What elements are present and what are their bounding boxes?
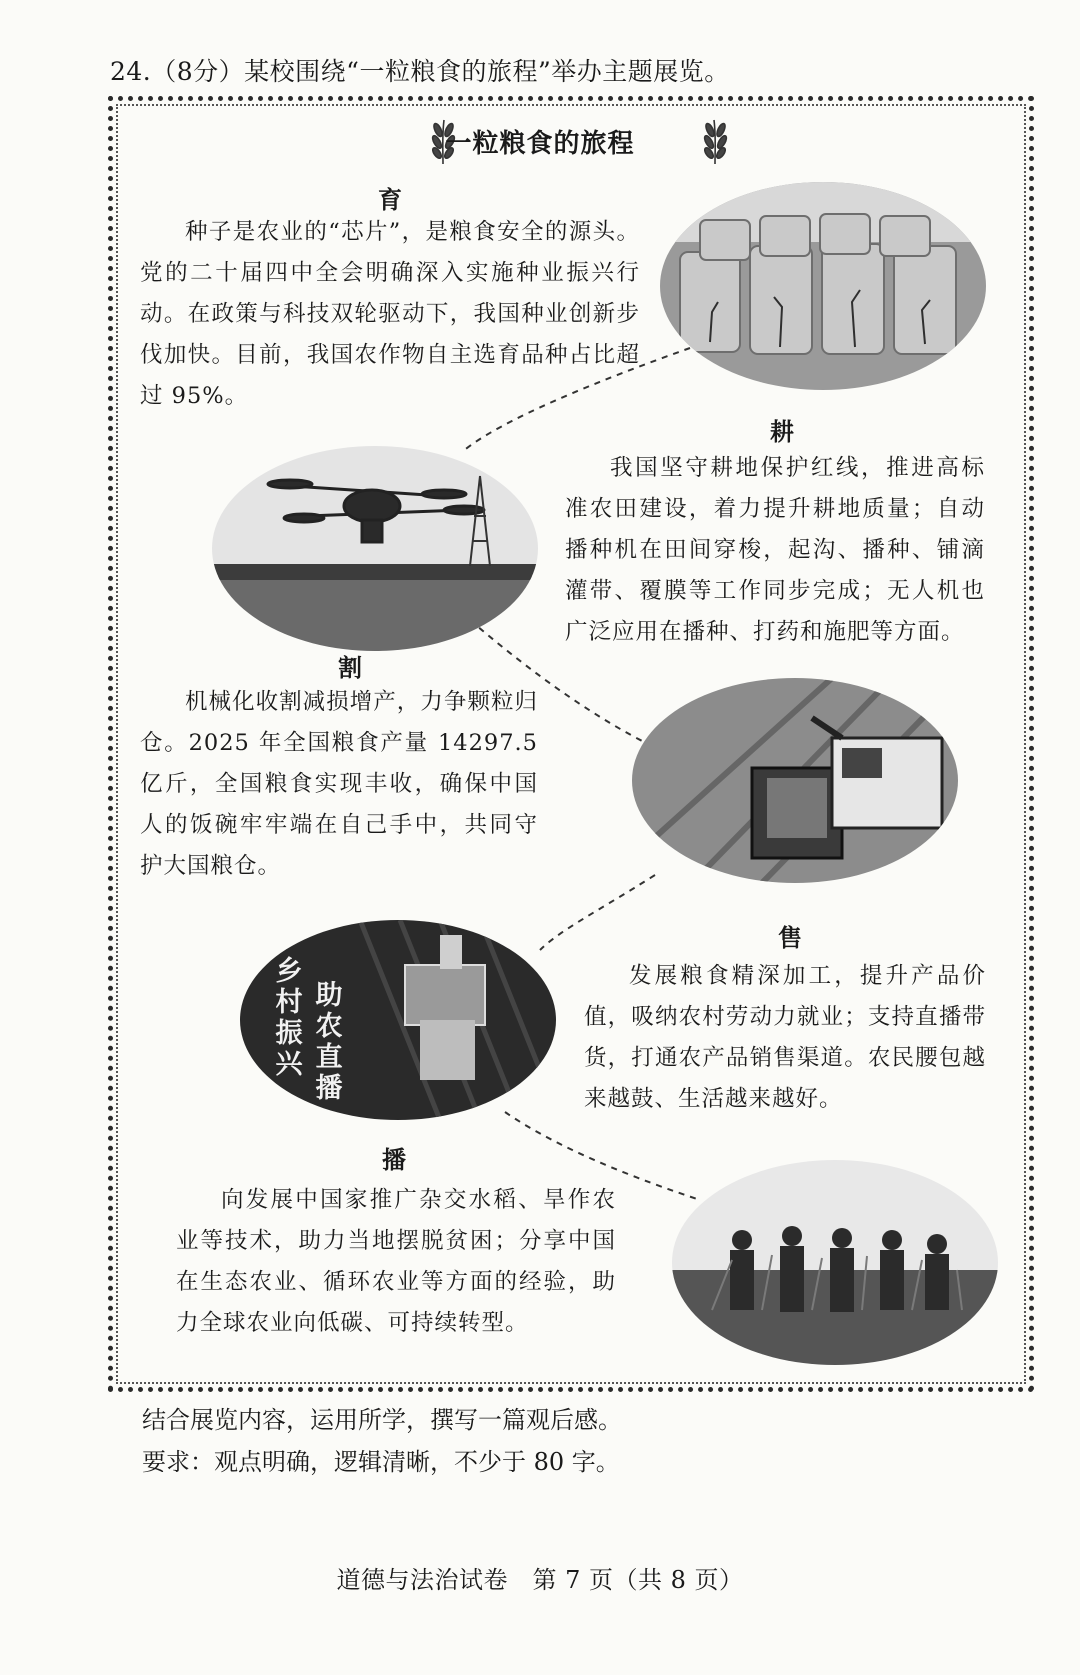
section-text-sell: 发展粮食精深加工，提升产品价值，吸纳农村劳动力就业；支持直播带货，打通农产品销售渠道。农民腰包越来越鼓、生活越来越好。 [584,963,986,1112]
section-heading-cultivate: 育 [378,186,402,214]
section-heading-spread: 播 [382,1146,406,1174]
photo-seedling-jars [660,182,986,390]
photo-overlay-rural-revitalization: 乡村振兴 [275,956,303,1080]
task-instruction: 结合展览内容，运用所学，撰写一篇观后感。 [142,1406,622,1434]
section-heading-harvest: 割 [338,654,362,682]
exhibit-title: 一粒粮食的旅程 [445,129,635,159]
page-footer: 道德与法治试卷 第 7 页（共 8 页） [336,1566,744,1594]
section-text-cultivate: 种子是农业的“芯片”，是粮食安全的源头。党的二十届四中全会明确深入实施种业振兴行动。在政策与科技双轮驱动下，我国种业创新步伐加快。目前，我国农作物自主选育品种占比超过 95%。 [140,219,640,409]
photo-combine-harvester [632,678,958,883]
section-text-spread: 向发展中国家推广杂交水稻、旱作农业等技术，助力当地摆脱贫困；分享中国在生态农业、循环农业等方面的经验，助力全球农业向低碳、可持续转型。 [176,1187,616,1336]
question-title: 24.（8分）某校围绕“一粒粮食的旅程”举办主题展览。 [110,57,730,86]
section-text-till: 我国坚守耕地保护红线，推进高标准农田建设，着力提升耕地质量；自动播种机在田间穿梭，起沟、播种、铺滴灌带、覆膜等工作同步完成；无人机也广泛应用在播种、打药和施肥等方面。 [565,455,985,645]
photo-livestream-farm [240,920,556,1120]
section-text-harvest: 机械化收割减损增产，力争颗粒归仓。2025 年全国粮食产量 14297.5 亿斤，全国粮食实现丰收，确保中国人的饭碗牢牢端在自己手中，共同守护大国粮仓。 [140,689,538,879]
task-requirement: 要求：观点明确，逻辑清晰，不少于 80 字。 [142,1448,620,1476]
photo-farmers-rice [672,1160,998,1365]
photo-drone-field [212,446,538,651]
section-heading-till: 耕 [770,418,794,446]
photo-overlay-livestream: 助农直播 [315,980,343,1104]
section-heading-sell: 售 [778,924,802,952]
